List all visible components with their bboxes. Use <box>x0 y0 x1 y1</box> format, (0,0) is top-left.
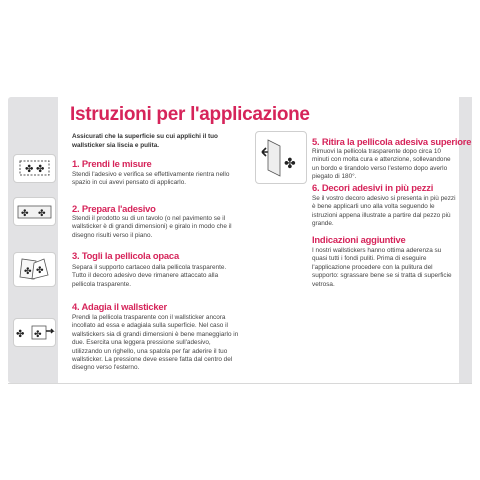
step1-text: Stendi l'adesivo e verifica se effettivamente rientra nello spazio in cui avevi pensato di applicarlo. <box>72 171 230 187</box>
prepare-icon <box>13 197 56 226</box>
intro-text: Assicurati che la superficie su cui applichi il tuo wallsticker sia liscia e pulita. <box>72 133 218 149</box>
additional-heading: Indicazioni aggiuntive <box>312 234 406 245</box>
step5-text: Rimuovi la pellicola trasparente dopo circa 10 minuti con molta cura e attenzione, sollevandone un bordo e tirandolo verso l'esterno dopo averlo piegato di 180°. <box>312 148 451 181</box>
step2-text: Stendi il prodotto su di un tavolo (o nel pavimento se il wallsticker è di grandi dimensioni) e giralo in modo che il disegno risulti verso il piano. <box>72 215 232 239</box>
step4-heading: 4. Adagia il wallsticker <box>72 301 167 312</box>
additional-text: I nostri wallstickers hanno ottima aderenza su quasi tutti i fondi puliti. Prima di eseguire l'applicazione procedere con la pulitura del supporto: sgrassare bene se si tratta di superficie vetrosa. <box>312 247 452 288</box>
svg-text:✤: ✤ <box>16 329 25 340</box>
step6-text: Se il vostro decoro adesivo si presenta in più pezzi è bene applicarli uno alla volta seguendo le istruzioni appena illustrate a partire dal pezzo più grande. <box>312 195 456 228</box>
svg-text:✤: ✤ <box>34 330 42 340</box>
peel-icon <box>13 252 56 287</box>
step1-heading: 1. Prendi le misure <box>72 158 152 169</box>
step3-heading: 3. Togli la pellicola opaca <box>72 250 179 261</box>
svg-text:✤: ✤ <box>36 266 44 276</box>
step6-heading: 6. Decori adesivi in più pezzi <box>312 182 434 193</box>
panel-divider <box>8 383 472 384</box>
apply-icon <box>13 318 56 347</box>
page-title: Istruzioni per l'applicazione <box>70 104 310 125</box>
svg-text:✤: ✤ <box>38 209 46 219</box>
svg-text:✤: ✤ <box>25 164 34 175</box>
step2-heading: 2. Prepara l'adesivo <box>72 203 156 214</box>
svg-text:✤: ✤ <box>284 156 296 172</box>
remove-film-icon <box>255 131 307 184</box>
step3-text: Separa il supporto cartaceo dalla pellicola trasparente. Tutto il decoro adesivo deve rimanere attaccato alla pellicola trasparente. <box>72 264 227 288</box>
step4-text: Prendi la pellicola trasparente con il wallsticker ancora incollato ad essa e adagiala sulla superficie. Nel caso il wallstickers sia di grandi dimensioni è bene maneggiarlo in due. Esercita una leggera pressione sull'adesivo, utilizzando un righello, una spatola per far aderire il tuo wallsticker. La pressione deve essere fatta dal centro del disegno verso l'esterno. <box>72 314 239 372</box>
svg-text:✤: ✤ <box>24 267 32 277</box>
svg-text:✤: ✤ <box>21 209 29 219</box>
svg-text:✤: ✤ <box>36 164 45 175</box>
measure-icon <box>13 154 56 183</box>
step5-heading: 5. Ritira la pellicola adesiva superiore <box>312 136 472 147</box>
